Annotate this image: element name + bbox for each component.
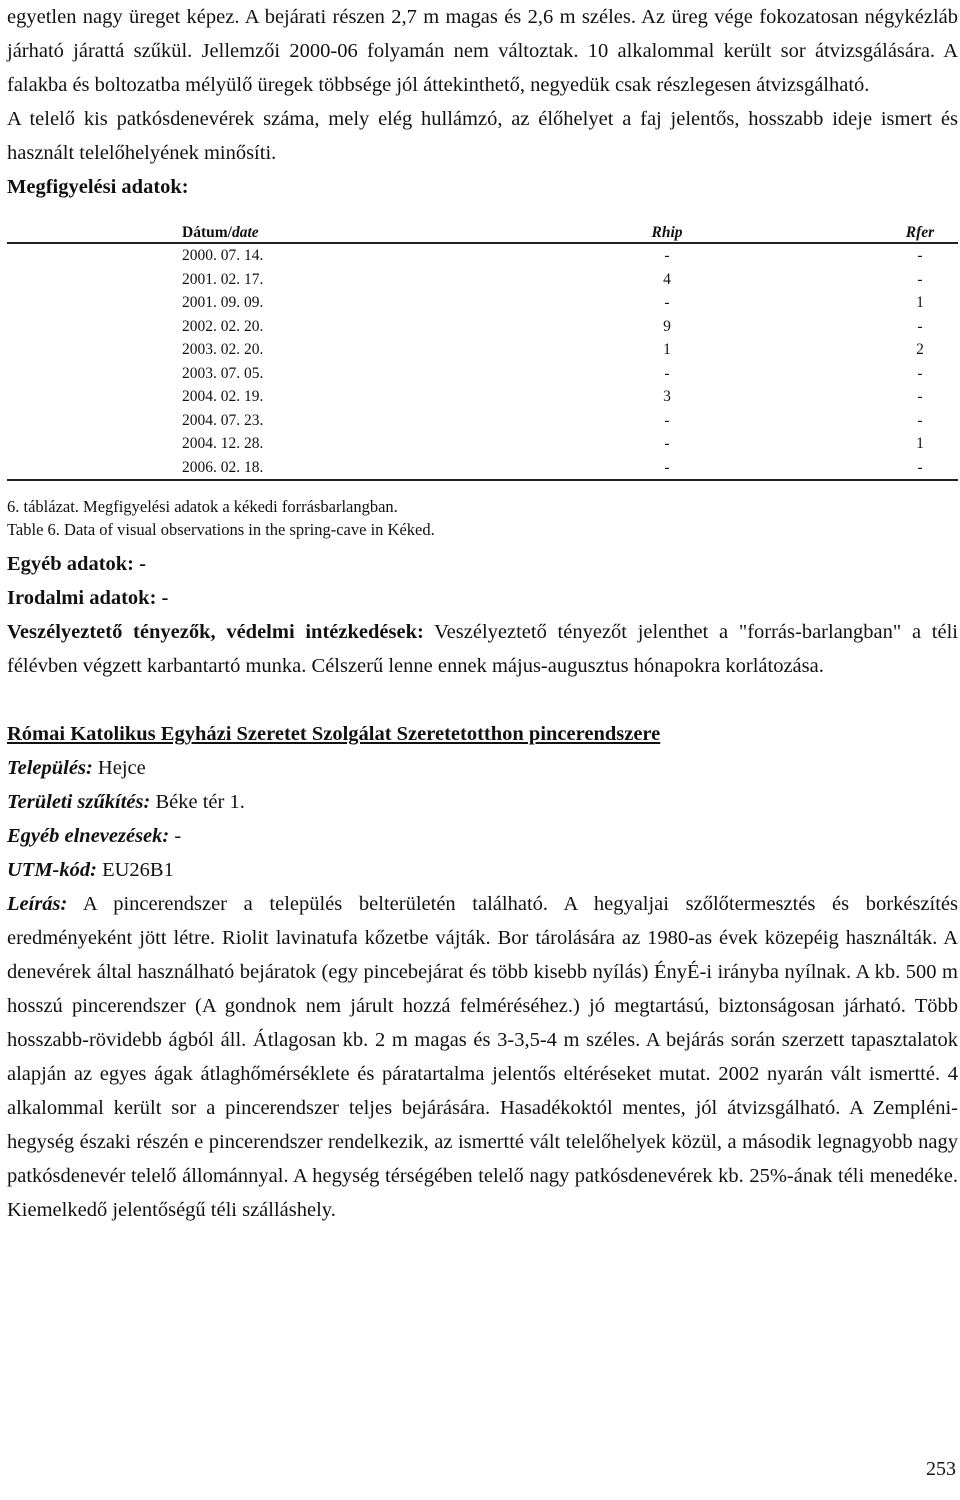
- cell-rfer: -: [917, 388, 923, 405]
- table-caption-en: Table 6. Data of visual observations in the spring-cave in Kéked.: [7, 520, 435, 539]
- header-rfer: Rfer: [802, 218, 958, 243]
- cell-date: 2002. 02. 20.: [182, 317, 264, 335]
- area-label: Területi szűkítés:: [7, 791, 151, 813]
- table-row: [7, 338, 958, 362]
- description-label: Leírás:: [7, 893, 68, 915]
- other-data-label: Egyéb adatok:: [7, 553, 135, 575]
- cell-rfer: 2: [916, 341, 924, 358]
- cell-date: 2001. 09. 09.: [182, 294, 264, 311]
- cell-rhip: 3: [663, 388, 671, 405]
- threats-paragraph: [7, 615, 958, 683]
- threats-text: Veszélyeztető tényezőt jelenthet a "forrás-barlangban" a téli félévben végzett karbantartó munka. Célszerű lenne ennek május-augusztus hónapokra korlátozása.: [7, 621, 958, 677]
- literature-label: Irodalmi adatok:: [7, 587, 157, 609]
- cell-rhip: 4: [663, 270, 671, 288]
- utm-value: EU26B1: [96, 859, 174, 881]
- literature-value: -: [156, 587, 169, 609]
- settlement-line: [7, 751, 958, 785]
- cell-rhip: -: [532, 456, 802, 481]
- description-paragraph: [7, 887, 958, 1227]
- cell-rhip: 1: [663, 341, 671, 358]
- observations-table: [7, 218, 958, 481]
- cell-rfer: -: [917, 270, 923, 288]
- table-row: [7, 268, 958, 292]
- other-data-value: -: [134, 553, 146, 575]
- cell-date: 2003. 07. 05.: [182, 364, 264, 382]
- observations-heading: Megfigyelési adatok:: [7, 176, 189, 198]
- utm-label: UTM-kód:: [7, 859, 97, 881]
- cell-rhip: -: [664, 247, 670, 264]
- header-rhip: Rhip: [532, 218, 802, 243]
- cell-date: 2000. 07. 14.: [182, 247, 264, 264]
- cell-rhip: 9: [663, 317, 671, 335]
- cell-rhip: -: [664, 435, 670, 452]
- table-header-row: [7, 218, 958, 243]
- site-title: Római Katolikus Egyházi Szeretet Szolgálat Szeretetotthon pincerendszere: [7, 723, 661, 745]
- threats-label: Veszélyeztető tényezők, védelmi intézkedések:: [7, 621, 424, 643]
- cell-date: 2004. 12. 28.: [182, 435, 264, 452]
- header-date: Dátum/date: [7, 218, 532, 243]
- cell-rhip: -: [664, 294, 670, 311]
- table-caption: [7, 495, 958, 541]
- settlement-value: Hejce: [92, 757, 146, 779]
- intro-paragraph-1: egyetlen nagy üreget képez. A bejárati részen 2,7 m magas és 2,6 m széles. Az üreg vége fokozatosan négykézláb járható járattá szűkül. Jellemzői 2000-06 folyamán nem változtak. 10 alkalommal került sor átvizsgálására. A falakba és boltozatba mélyülő üregek többsége jól áttekinthető, negyedük csak részlegesen átvizsgálható.: [7, 6, 958, 96]
- description-text: A pincerendszer a település belterületén található. A hegyaljai szőlőtermesztés és borkészítés eredményeként jött létre. Riolit lavinatufa kőzetbe vájták. Bor tárolására az 1980-as évek közepéig használták. A denevérek által használható bejáratok (egy pincebejárat és több kisebb nyílás) ÉnyÉ-i irányba nyílnak. A kb. 500 m hosszú pincerendszer (A gondnok nem járult hozzá felméréséhez.) jó megtartású, biztonságosan járható. Több hosszabb-rövidebb ágból áll. Átlagosan kb. 2 m magas és 3-3,5-4 m széles. A bejárás során szerzett tapasztalatok alapján az egyes ágak átlaghőmérséklete és páratartalma jelentős eltéréseket mutat. 2002 nyarán vált ismertté. 4 alkalommal került sor a pincerendszer teljes bejárására. Hasadékoktól mentes, jól átvizsgálható. A Zempléni-hegység északi részén e pincerendszer rendelkezik, az ismertté vált telelőhelyek közül, a második legnagyobb nagy patkósdenevér telelő állománnyal. A hegység térségében telelő nagy patkósdenevérek kb. 25%-ának téli menedéke. Kiemelkedő jelentőségű téli szálláshely.: [7, 893, 958, 1221]
- cell-date: 2006. 02. 18.: [7, 456, 532, 481]
- other-data-line: [7, 547, 958, 581]
- cell-date: 2004. 07. 23.: [182, 411, 264, 429]
- cell-rfer: 1: [916, 294, 924, 311]
- cell-rfer: -: [917, 317, 923, 335]
- cell-rhip: -: [664, 364, 670, 382]
- table-row: [7, 385, 958, 409]
- table-row: [7, 362, 958, 386]
- other-names-line: [7, 819, 958, 853]
- cell-rfer: -: [917, 247, 923, 264]
- cell-rhip: -: [664, 411, 670, 429]
- cell-date: 2001. 02. 17.: [182, 270, 264, 288]
- cell-rfer: -: [917, 364, 923, 382]
- area-value: Béke tér 1.: [150, 791, 245, 813]
- cell-rfer: -: [917, 411, 923, 429]
- table-row: [7, 291, 958, 315]
- other-names-label: Egyéb elnevezések:: [7, 825, 170, 847]
- settlement-label: Település:: [7, 757, 93, 779]
- page-number: 253: [926, 1458, 956, 1480]
- cell-rfer: 1: [916, 435, 924, 452]
- table-row: [7, 243, 958, 268]
- document-page: [7, 0, 958, 1227]
- intro-paragraph-2: A telelő kis patkósdenevérek száma, mely elég hullámzó, az élőhelyet a faj jelentős, hosszabb ideje ismert és használt telelőhelyének minősíti.: [7, 108, 958, 164]
- table-row: [7, 432, 958, 456]
- table-caption-hu: 6. táblázat. Megfigyelési adatok a kékedi forrásbarlangban.: [7, 497, 398, 516]
- other-names-value: -: [169, 825, 182, 847]
- table-row: [7, 315, 958, 339]
- utm-line: [7, 853, 958, 887]
- table-row: [7, 409, 958, 433]
- table-row: [7, 456, 958, 481]
- cell-date: 2003. 02. 20.: [182, 341, 264, 358]
- cell-rfer: -: [802, 456, 958, 481]
- cell-date: 2004. 02. 19.: [182, 388, 264, 405]
- literature-line: [7, 581, 958, 615]
- area-line: [7, 785, 958, 819]
